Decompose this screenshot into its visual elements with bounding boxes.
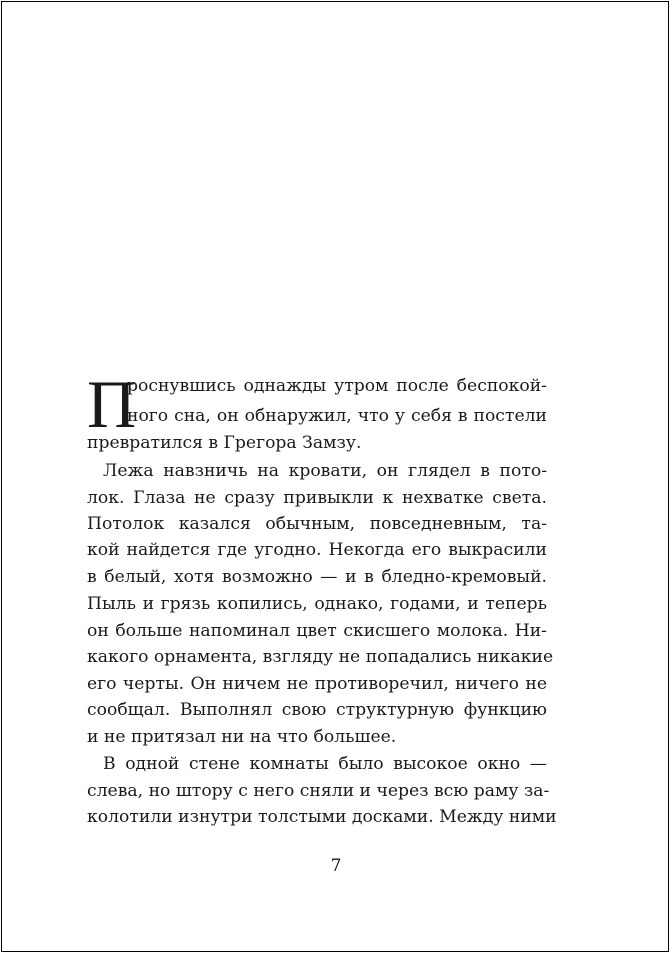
text-line: сообщал. Выполнял свою структурную функцию	[87, 700, 547, 720]
text-line: превратился в Грегора Замзу.	[87, 433, 362, 453]
text-line: какого орнамента, взгляду не попадались никакие	[87, 647, 554, 667]
text-line: Потолок казался обычным, повседневным, та-	[87, 514, 547, 534]
text-line: Пыль и грязь копились, однако, годами, и теперь	[87, 594, 547, 614]
text-line: В одной стене комнаты было высокое окно —	[103, 754, 547, 774]
text-line: и не притязал ни на что большее.	[87, 727, 397, 747]
text-line: колотили изнутри толстыми досками. Между ними	[87, 807, 557, 827]
text-line: кой найдется где угодно. Некогда его выкрасили	[87, 540, 547, 560]
text-line: роснувшись однажды утром после беспокой-	[127, 376, 547, 396]
text-line: Лежа навзничь на кровати, он глядел в пото-	[103, 461, 547, 481]
text-line: он больше напоминал цвет скисшего молока. Ни-	[87, 621, 547, 641]
drop-cap: П	[87, 366, 137, 442]
text-line: его черты. Он ничем не противоречил, ничего не	[87, 674, 547, 694]
page-number: 7	[330, 856, 342, 876]
text-line: ного сна, он обнаружил, что у себя в постели	[127, 406, 547, 426]
text-line: слева, но штору с него сняли и через всю раму за-	[87, 781, 550, 801]
text-line: в белый, хотя возможно — и в бледно-кремовый.	[87, 567, 547, 587]
text-line: лок. Глаза не сразу привыкли к нехватке света.	[87, 488, 547, 508]
